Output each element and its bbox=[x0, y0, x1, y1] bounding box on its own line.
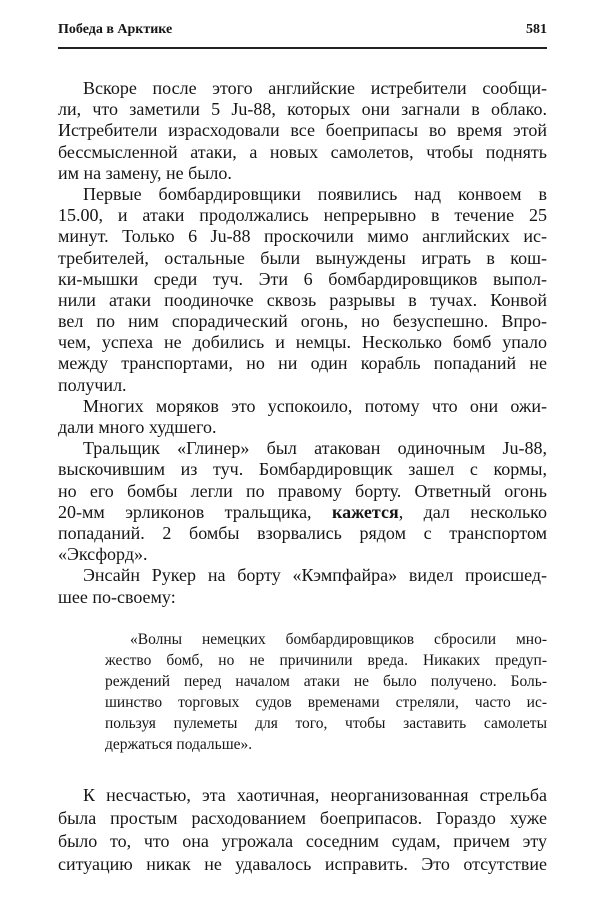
text-line: Многих моряков это успокоило, потому что они ожи- bbox=[83, 395, 547, 416]
text-line: ситуацию никак не удавалось исправить. Это отсутствие bbox=[58, 854, 547, 874]
paragraph bbox=[58, 396, 547, 438]
text-line: была простым расходованием боеприпасов. Гораздо хуже bbox=[58, 808, 547, 828]
text-line: Тральщик «Глинер» был атакован одиночным Ju-88, bbox=[83, 438, 547, 459]
text-line: 15.00, и атаки продолжались непрерывно в течение 25 bbox=[58, 205, 547, 226]
paragraph bbox=[58, 184, 547, 396]
paragraph bbox=[58, 78, 547, 184]
paragraph bbox=[58, 438, 547, 565]
running-title: Победа в Арктике bbox=[58, 22, 173, 37]
text-line: ки-мышки среди туч. Эти 6 бомбардировщиков выпол- bbox=[58, 268, 547, 289]
text-line: вел по ним спорадический огонь, но безуспешно. Впро- bbox=[58, 311, 547, 332]
text-fragment: 20-мм эрликонов тральщика, bbox=[58, 501, 332, 522]
block-quote bbox=[105, 629, 547, 755]
text-line: было то, что она угрожала соседним судам, причем эту bbox=[58, 831, 547, 851]
emphasized-word: кажется bbox=[331, 501, 399, 522]
main-text bbox=[58, 78, 547, 608]
text-line: Энсайн Рукер на борту «Кэмпфайра» видел происшед- bbox=[83, 565, 547, 586]
text-line: попаданий. 2 бомбы взорвались рядом с транспортом bbox=[58, 522, 547, 543]
text-line: реждений перед началом атаки не было получено. Боль- bbox=[105, 673, 547, 690]
text-line: но его бомбы легли по правому борту. Ответный огонь bbox=[58, 480, 547, 501]
final-paragraph bbox=[58, 784, 547, 876]
text-line: требителей, остальные были вынуждены играть в кош- bbox=[58, 247, 547, 268]
text-line: «Эксфорд». bbox=[58, 544, 148, 565]
text-line: бессмысленной атаки, а новых самолетов, чтобы поднять bbox=[58, 141, 547, 162]
text-line: чем, успеха не добились и немцы. Несколько бомб упало bbox=[58, 332, 547, 353]
paragraph bbox=[58, 565, 547, 607]
text-line: К несчастью, эта хаотичная, неорганизованная стрельба bbox=[83, 785, 547, 805]
text-line bbox=[58, 502, 547, 523]
text-line: между транспортами, но ни один корабль попаданий не bbox=[58, 353, 547, 374]
text-line: шинство торговых судов временами стреляли, часто ис- bbox=[105, 694, 547, 711]
text-line: нили атаки поодиночке сквозь разрывы в тучах. Конвой bbox=[58, 289, 547, 310]
text-line: шее по-своему: bbox=[58, 586, 176, 607]
text-line: выскочившим из туч. Бомбардировщик зашел с кормы, bbox=[58, 459, 547, 480]
text-line: «Волны немецких бомбардировщиков сбросили мно- bbox=[130, 631, 547, 648]
text-line: жество бомб, но не причинили вреда. Никаких предуп- bbox=[105, 652, 547, 669]
text-line: им на замену, не было. bbox=[58, 162, 232, 183]
text-line: ли, что заметили 5 Ju-88, которых они загнали в облако. bbox=[58, 99, 547, 120]
text-line: Первые бомбардировщики появились над конвоем в bbox=[83, 183, 547, 204]
text-line: держаться подальше». bbox=[105, 736, 253, 753]
text-line: Вскоре после этого английские истребители сообщи- bbox=[83, 78, 547, 98]
text-line: получил. bbox=[58, 374, 127, 395]
text-line: Истребители израсходовали все боеприпасы во время этой bbox=[58, 120, 547, 141]
text-line: пользуя пулеметы для того, чтобы заставить самолеты bbox=[105, 715, 547, 732]
page-number: 581 bbox=[526, 22, 547, 37]
text-line: дали много худшего. bbox=[58, 417, 217, 437]
text-line: минут. Только 6 Ju-88 проскочили мимо английских ис- bbox=[58, 226, 547, 247]
text-fragment: , дал несколько bbox=[398, 501, 547, 522]
running-header bbox=[58, 20, 547, 49]
